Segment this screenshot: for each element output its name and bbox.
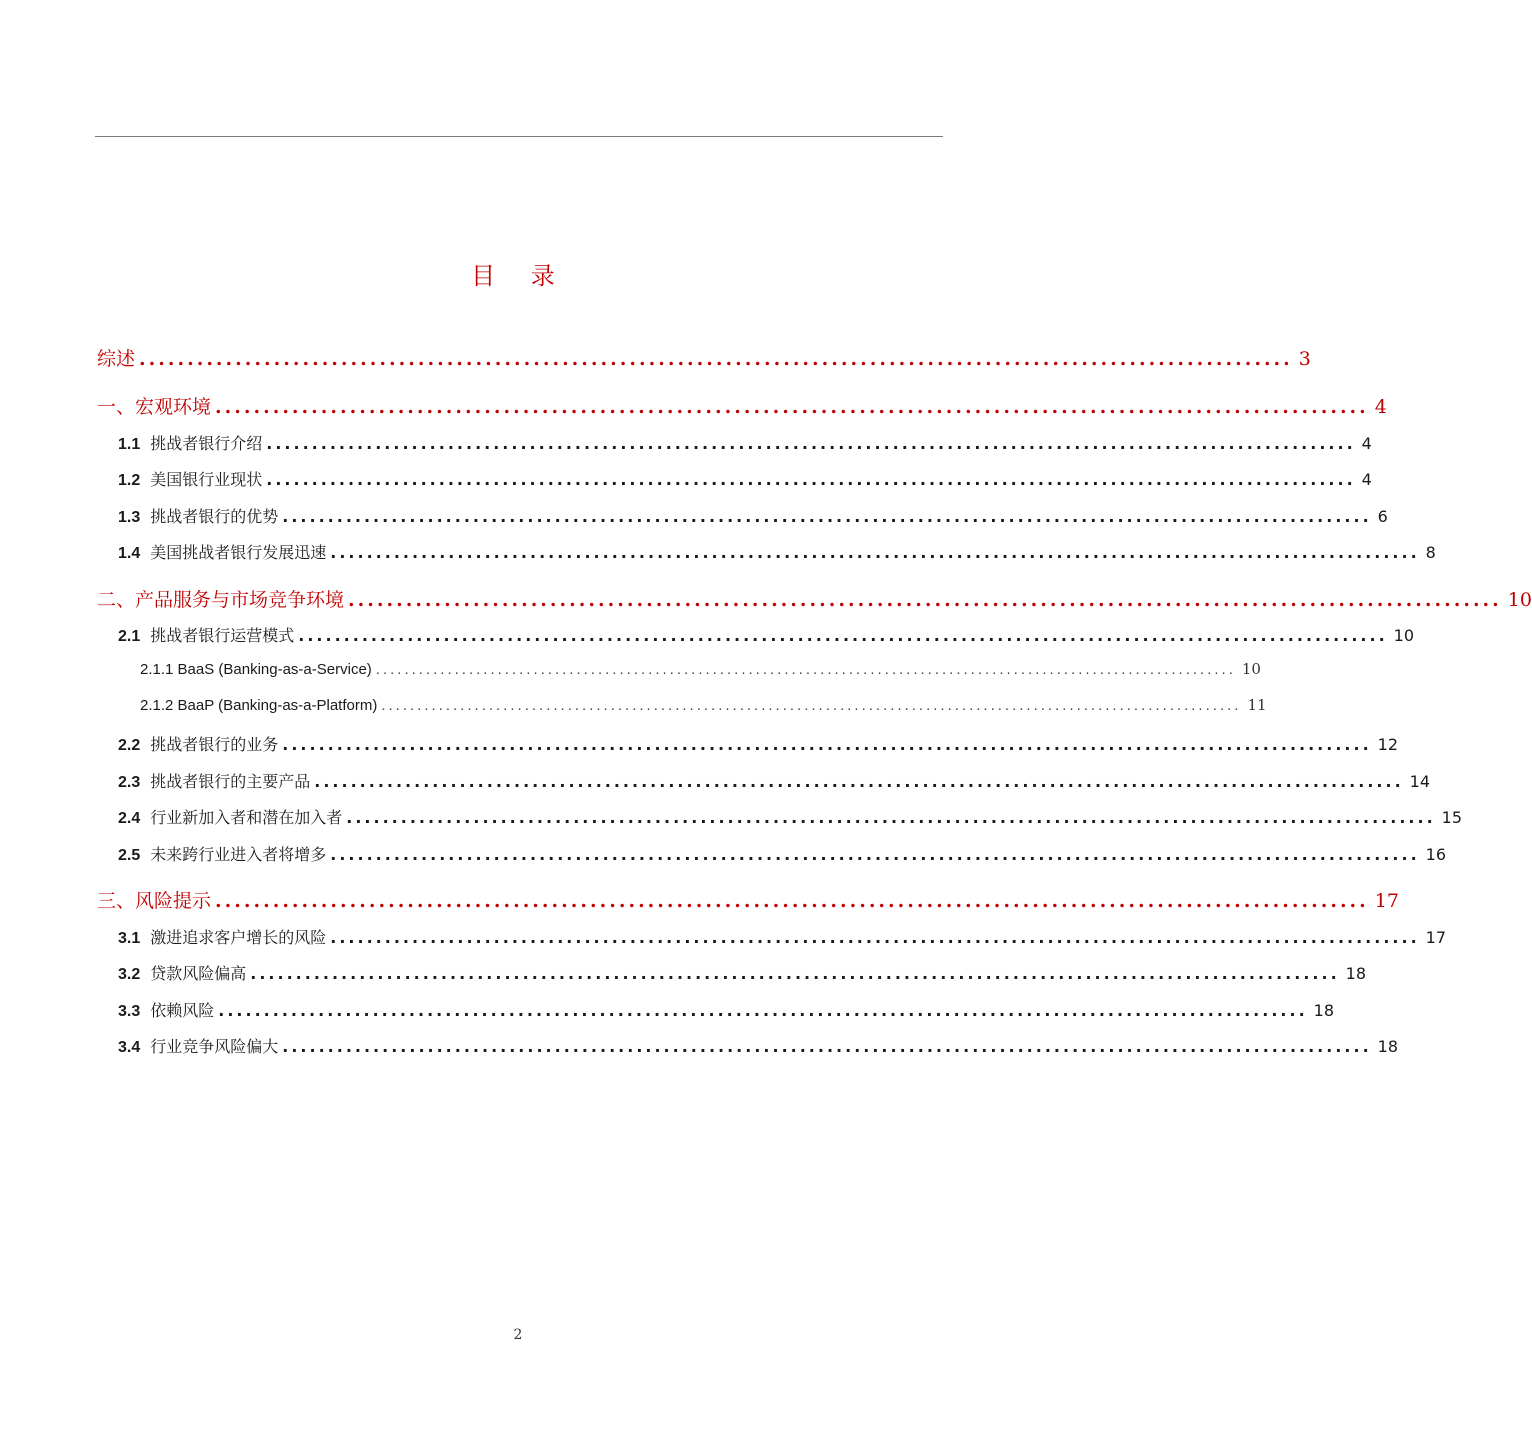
toc-leader-dots: ........................................................................................................................ <box>139 348 1293 370</box>
toc-entry-3-1[interactable] <box>118 925 1446 948</box>
toc-entry-overview[interactable] <box>97 344 1311 371</box>
toc-entry-3-4[interactable] <box>118 1034 1398 1057</box>
toc-entry-label: 2.1.2 BaaP (Banking-as-a-Platform) <box>140 697 378 714</box>
toc-leader-dots: ........................................................................................................................ <box>215 396 1369 418</box>
toc-entry-page: 4 <box>1361 470 1372 489</box>
toc-entry-2-3[interactable] <box>118 769 1430 792</box>
toc-leader-dots: ........................................................................................................................ <box>215 890 1369 912</box>
toc-entry-page: 3 <box>1298 348 1311 370</box>
toc-entry-page: 11 <box>1247 696 1267 714</box>
toc-entry-1-4[interactable] <box>118 540 1436 563</box>
toc-leader-dots: ........................................................................................................................ <box>381 697 1242 714</box>
toc-entry-text: 未来跨行业进入者将增多 <box>150 845 327 864</box>
toc-leader-dots: ........................................................................................................................ <box>348 589 1502 611</box>
toc-leader-dots: ........................................................................................................................ <box>298 626 1388 645</box>
toc-entry-text: 挑战者银行的优势 <box>150 507 279 526</box>
toc-entry-number: 2.2 <box>118 737 141 754</box>
toc-entry-label: 综述 <box>97 348 136 370</box>
toc-leader-dots: ........................................................................................................................ <box>218 1001 1308 1020</box>
toc-leader-dots: ........................................................................................................................ <box>282 507 1372 526</box>
toc-entry-number: 3.3 <box>118 1003 141 1020</box>
toc-entry-label: 三、风险提示 <box>97 890 212 912</box>
toc-entry-page: 4 <box>1361 434 1372 453</box>
toc-entry-number: 1.3 <box>118 509 141 526</box>
toc-entry-number: 1.4 <box>118 545 141 562</box>
toc-entry-label <box>118 467 266 490</box>
toc-entry-text: 行业新加入者和潜在加入者 <box>150 808 343 827</box>
toc-entry-number: 2.1 <box>118 628 141 645</box>
toc-entry-label <box>118 769 314 792</box>
toc-leader-dots: ........................................................................................................................ <box>282 735 1372 754</box>
toc-entry-2-4[interactable] <box>118 805 1462 828</box>
toc-entry-text: 贷款风险偏高 <box>150 964 247 983</box>
toc-entry-number: 2.5 <box>118 847 141 864</box>
page-number: 2 <box>513 1327 523 1343</box>
toc-entry-label: 2.1.1 BaaS (Banking-as-a-Service) <box>140 661 372 678</box>
toc-leader-dots: ........................................................................................................................ <box>375 661 1236 678</box>
toc-entry-label <box>118 540 330 563</box>
toc-entry-number: 3.2 <box>118 966 141 983</box>
toc-entry-page: 18 <box>1345 964 1366 983</box>
toc-entry-page: 4 <box>1374 396 1387 418</box>
toc-entry-number: 3.1 <box>118 930 141 947</box>
toc-entry-label <box>118 1034 282 1057</box>
toc-entry-page: 8 <box>1425 543 1436 562</box>
toc-entry-text: 行业竞争风险偏大 <box>150 1037 279 1056</box>
toc-entry-number: 1.2 <box>118 472 141 489</box>
toc-entry-page: 18 <box>1377 1037 1398 1056</box>
toc-entry-2-2[interactable] <box>118 732 1398 755</box>
toc-entry-number: 1.1 <box>118 436 141 453</box>
toc-entry-3-2[interactable] <box>118 961 1366 984</box>
toc-entry-section-1[interactable] <box>97 392 1387 419</box>
toc-entry-text: 挑战者银行运营模式 <box>150 626 295 645</box>
toc-entry-section-3[interactable] <box>97 886 1399 913</box>
toc-entry-label: 一、宏观环境 <box>97 396 212 418</box>
toc-entry-1-3[interactable] <box>118 504 1388 527</box>
toc-leader-dots: ........................................................................................................................ <box>250 964 1340 983</box>
toc-entry-page: 10 <box>1241 660 1261 678</box>
toc-entry-page: 10 <box>1393 626 1414 645</box>
toc-entry-text: 挑战者银行的主要产品 <box>150 772 311 791</box>
toc-entry-page: 18 <box>1313 1001 1334 1020</box>
toc-leader-dots: ........................................................................................................................ <box>346 808 1436 827</box>
toc-entry-2-5[interactable] <box>118 842 1446 865</box>
toc-entry-2-1-1[interactable] <box>140 660 1261 678</box>
toc-entry-label <box>118 805 346 828</box>
toc-entry-label <box>118 925 330 948</box>
toc-entry-label <box>118 998 218 1021</box>
toc-entry-page: 17 <box>1374 890 1399 912</box>
toc-leader-dots: ........................................................................................................................ <box>282 1037 1372 1056</box>
toc-entry-text: 美国银行业现状 <box>150 470 263 489</box>
toc-entry-page: 6 <box>1377 507 1388 526</box>
toc-entry-number: 3.4 <box>118 1039 141 1056</box>
toc-entry-page: 10 <box>1507 589 1532 611</box>
toc-entry-label <box>118 623 298 646</box>
toc-leader-dots: ........................................................................................................................ <box>266 470 1356 489</box>
toc-entry-2-1-2[interactable] <box>140 696 1267 714</box>
toc-entry-label <box>118 842 330 865</box>
toc-leader-dots: ........................................................................................................................ <box>266 434 1356 453</box>
toc-entry-page: 17 <box>1425 928 1446 947</box>
toc-entry-label <box>118 431 266 454</box>
toc-entry-2-1[interactable] <box>118 623 1414 646</box>
toc-entry-number: 2.4 <box>118 810 141 827</box>
toc-entry-3-3[interactable] <box>118 998 1334 1021</box>
toc-entry-1-1[interactable] <box>118 431 1372 454</box>
toc-entry-section-2[interactable] <box>97 585 1532 612</box>
toc-entry-page: 12 <box>1377 735 1398 754</box>
toc-leader-dots: ........................................................................................................................ <box>330 845 1420 864</box>
toc-entry-text: 挑战者银行的业务 <box>150 735 279 754</box>
toc-entry-page: 14 <box>1409 772 1430 791</box>
toc-entry-1-2[interactable] <box>118 467 1372 490</box>
toc-entry-text: 依赖风险 <box>150 1001 215 1020</box>
toc-entry-text: 挑战者银行介绍 <box>150 434 263 453</box>
toc-entry-page: 15 <box>1441 808 1462 827</box>
toc-entry-label <box>118 732 282 755</box>
toc-entry-label <box>118 961 250 984</box>
toc-entry-label: 二、产品服务与市场竞争环境 <box>97 589 345 611</box>
toc-entry-text: 激进追求客户增长的风险 <box>150 928 327 947</box>
toc-entry-text: 美国挑战者银行发展迅速 <box>150 543 327 562</box>
toc-leader-dots: ........................................................................................................................ <box>314 772 1404 791</box>
toc-leader-dots: ........................................................................................................................ <box>330 543 1420 562</box>
toc-leader-dots: ........................................................................................................................ <box>330 928 1420 947</box>
toc-entry-number: 2.3 <box>118 774 141 791</box>
toc-entry-page: 16 <box>1425 845 1446 864</box>
toc-entry-label <box>118 504 282 527</box>
toc-title: 目 录 <box>471 262 569 290</box>
